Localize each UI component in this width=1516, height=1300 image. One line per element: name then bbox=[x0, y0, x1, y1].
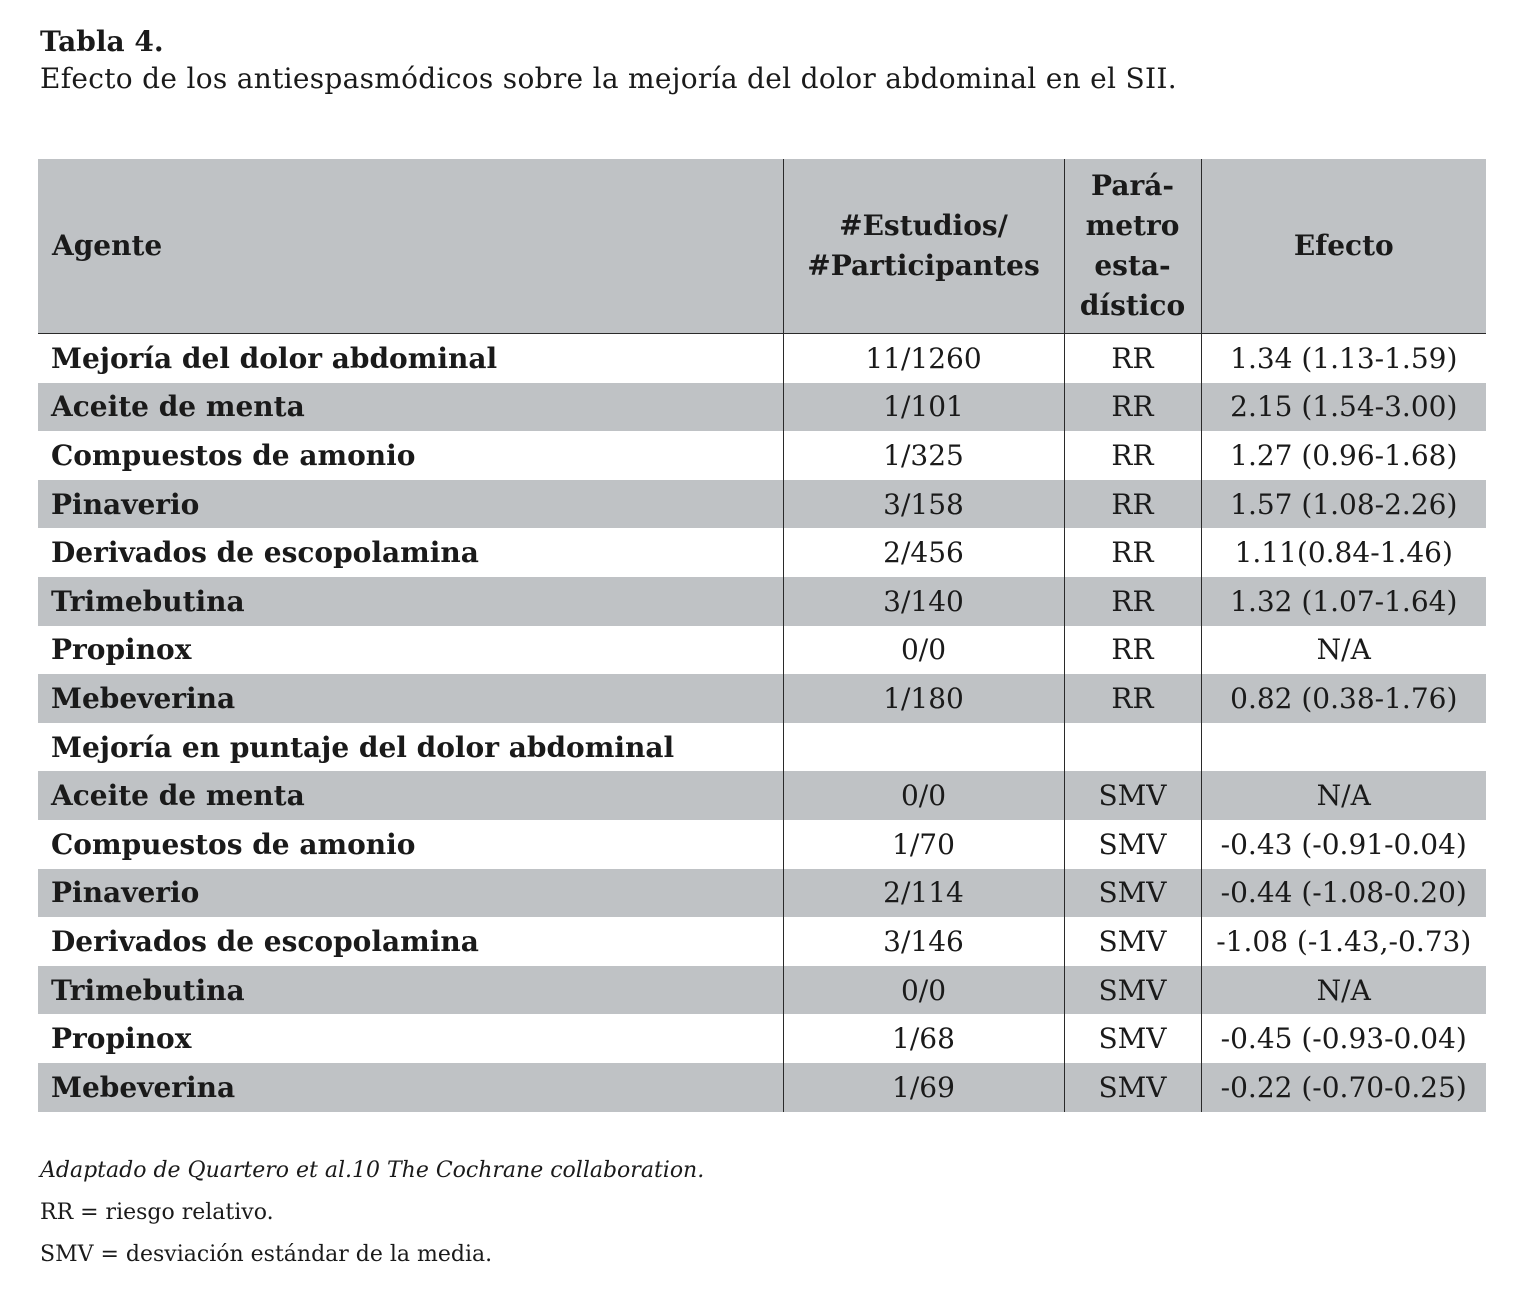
participants-cell: 1/101 bbox=[783, 383, 1064, 432]
effect-cell: 1.27 (0.96-1.68) bbox=[1230, 438, 1458, 472]
agent-cell: Propinox bbox=[38, 626, 783, 675]
parameter-cell: SMV bbox=[1064, 1014, 1201, 1063]
table-caption bbox=[40, 24, 1480, 98]
effect-cell: 1.34 (1.13-1.59) bbox=[1230, 341, 1458, 375]
agent-cell: Mebeverina bbox=[38, 1063, 783, 1112]
footnote-rr: RR = riesgo relativo. bbox=[40, 1200, 274, 1225]
header-agent: Agente bbox=[38, 159, 783, 334]
effect-cell: -1.08 (-1.43,-0.73) bbox=[1216, 924, 1472, 958]
effect-cell: N/A bbox=[1201, 966, 1486, 1015]
table-row bbox=[38, 869, 1486, 918]
effect-cell: 1.11(0.84-1.46) bbox=[1234, 536, 1453, 570]
participants-cell: 0/0 bbox=[783, 626, 1064, 675]
participants-cell: 1/70 bbox=[783, 820, 1064, 869]
participants-cell: 1/180 bbox=[783, 674, 1064, 723]
parameter-cell: SMV bbox=[1064, 869, 1201, 918]
participants-cell: 2/114 bbox=[783, 869, 1064, 918]
participants-cell: 2/456 bbox=[783, 528, 1064, 577]
effect-cell: 1.32 (1.07-1.64) bbox=[1201, 577, 1486, 626]
parameter-cell: SMV bbox=[1064, 966, 1201, 1015]
parameter-cell: SMV bbox=[1064, 771, 1201, 820]
antispasmodics-table bbox=[38, 159, 1486, 1112]
agent-cell: Mebeverina bbox=[38, 674, 783, 723]
table-row bbox=[38, 334, 1486, 383]
parameter-cell: SMV bbox=[1064, 820, 1201, 869]
table-row bbox=[38, 383, 1486, 432]
table-row bbox=[38, 771, 1486, 820]
parameter-cell: RR bbox=[1064, 674, 1201, 723]
footnote-smv: SMV = desviación estándar de la media. bbox=[40, 1242, 493, 1267]
effect-cell: -0.22 (-0.70-0.25) bbox=[1201, 1063, 1486, 1112]
agent-cell: Aceite de menta bbox=[38, 383, 783, 432]
participants-cell: 3/158 bbox=[783, 480, 1064, 529]
agent-cell: Trimebutina bbox=[38, 966, 783, 1015]
effect-cell: -0.44 (-1.08-0.20) bbox=[1201, 869, 1486, 918]
parameter-cell: RR bbox=[1064, 383, 1201, 432]
table-row bbox=[38, 1014, 1486, 1063]
participants-cell: 1/69 bbox=[783, 1063, 1064, 1112]
effect-cell: -0.45 (-0.93-0.04) bbox=[1220, 1022, 1467, 1056]
table-row bbox=[38, 1063, 1486, 1112]
header-parameter bbox=[1064, 159, 1201, 334]
table-row bbox=[38, 431, 1486, 480]
table-row bbox=[38, 820, 1486, 869]
parameter-cell: RR bbox=[1064, 480, 1201, 529]
caption-title: Efecto de los antiespasmódicos sobre la mejoría del dolor abdominal en el SII. bbox=[40, 62, 1177, 95]
effect-cell bbox=[1201, 723, 1486, 772]
participants-cell: 11/1260 bbox=[783, 334, 1064, 383]
effect-cell: -0.43 (-0.91-0.04) bbox=[1220, 827, 1467, 861]
effect-cell: 0.82 (0.38-1.76) bbox=[1201, 674, 1486, 723]
participants-cell: 0/0 bbox=[783, 966, 1064, 1015]
participants-cell bbox=[783, 723, 1064, 772]
agent-cell: Mejoría en puntaje del dolor abdominal bbox=[38, 723, 783, 772]
parameter-cell: SMV bbox=[1064, 917, 1201, 966]
header-param-line3: esta- bbox=[1094, 249, 1171, 282]
effect-cell: 2.15 (1.54-3.00) bbox=[1201, 383, 1486, 432]
participants-cell: 0/0 bbox=[783, 771, 1064, 820]
participants-cell: 3/140 bbox=[783, 577, 1064, 626]
agent-cell: Compuestos de amonio bbox=[38, 820, 783, 869]
table-footnotes bbox=[40, 1150, 704, 1276]
footnote-source: Adaptado de Quartero et al.10 The Cochrane collaboration. bbox=[40, 1158, 705, 1183]
agent-cell: Aceite de menta bbox=[38, 771, 783, 820]
effect-cell: N/A bbox=[1316, 633, 1371, 667]
agent-cell: Mejoría del dolor abdominal bbox=[38, 334, 783, 383]
participants-cell: 3/146 bbox=[783, 917, 1064, 966]
agent-cell: Pinaverio bbox=[38, 480, 783, 529]
caption-label: Tabla 4. bbox=[40, 25, 164, 58]
parameter-cell: SMV bbox=[1064, 1063, 1201, 1112]
table-row bbox=[38, 723, 1486, 772]
table-row bbox=[38, 966, 1486, 1015]
agent-cell: Compuestos de amonio bbox=[38, 431, 783, 480]
participants-cell: 1/68 bbox=[783, 1014, 1064, 1063]
parameter-cell: RR bbox=[1064, 431, 1201, 480]
table-row bbox=[38, 626, 1486, 675]
table-row bbox=[38, 480, 1486, 529]
table-row bbox=[38, 674, 1486, 723]
table-row bbox=[38, 917, 1486, 966]
agent-cell: Derivados de escopolamina bbox=[38, 528, 783, 577]
parameter-cell bbox=[1064, 723, 1201, 772]
participants-cell: 1/325 bbox=[783, 431, 1064, 480]
agent-cell: Propinox bbox=[38, 1014, 783, 1063]
header-effect: Efecto bbox=[1201, 159, 1486, 334]
agent-cell: Pinaverio bbox=[38, 869, 783, 918]
header-row bbox=[38, 159, 1486, 334]
effect-cell: 1.57 (1.08-2.26) bbox=[1201, 480, 1486, 529]
header-participants-line1: #Estudios/ bbox=[839, 209, 1008, 242]
table-row bbox=[38, 577, 1486, 626]
header-param-line4: dístico bbox=[1079, 289, 1186, 322]
header-param-line1: Pará- bbox=[1091, 169, 1174, 202]
effect-cell: N/A bbox=[1201, 771, 1486, 820]
parameter-cell: RR bbox=[1064, 626, 1201, 675]
header-param-line2: metro bbox=[1085, 209, 1180, 242]
parameter-cell: RR bbox=[1064, 334, 1201, 383]
agent-cell: Trimebutina bbox=[38, 577, 783, 626]
parameter-cell: RR bbox=[1064, 528, 1201, 577]
parameter-cell: RR bbox=[1064, 577, 1201, 626]
header-participants bbox=[783, 159, 1064, 334]
table-row bbox=[38, 528, 1486, 577]
agent-cell: Derivados de escopolamina bbox=[38, 917, 783, 966]
header-participants-line2: #Participantes bbox=[807, 249, 1040, 282]
